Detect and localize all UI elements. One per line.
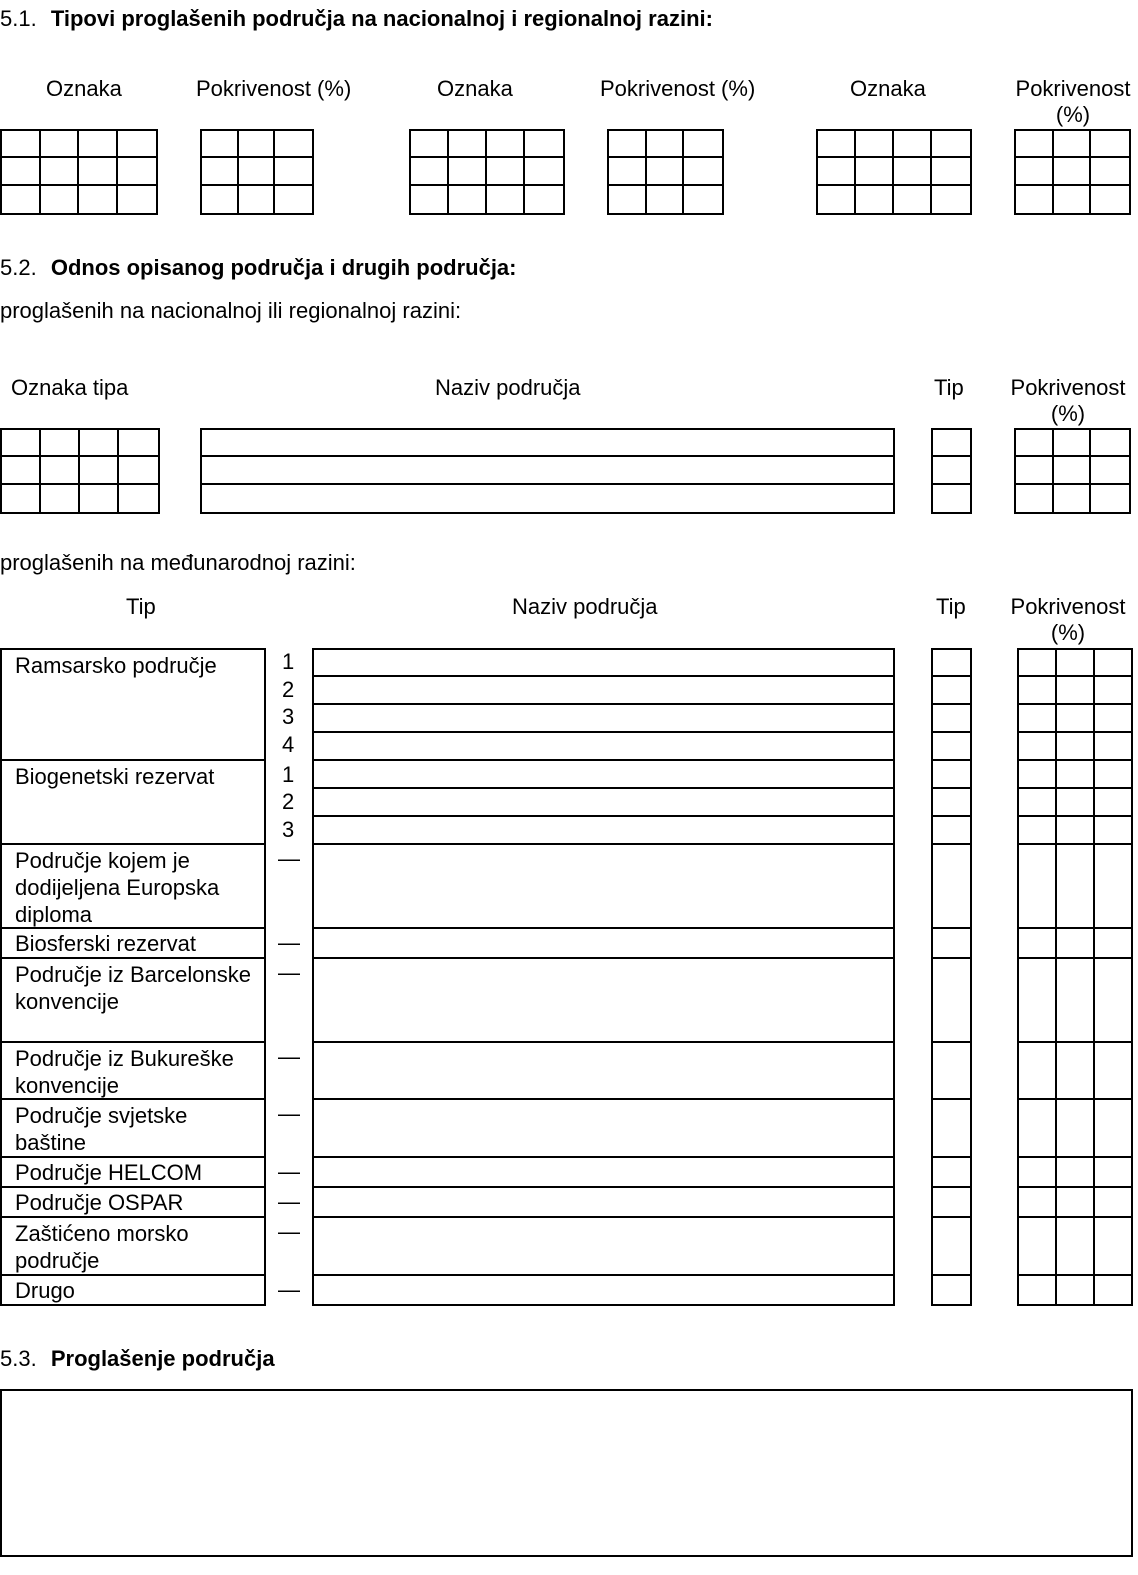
col-header-oznaka: Oznaka — [437, 76, 513, 101]
row-divider — [312, 1156, 895, 1158]
row-divider — [1017, 787, 1133, 789]
table-row — [0, 1041, 266, 1100]
pokrivenost-input-grid[interactable] — [200, 129, 314, 215]
row-label: Područje OSPAR — [15, 1190, 184, 1215]
section-title: Proglašenje područja — [50, 1346, 275, 1371]
row-divider — [931, 787, 972, 789]
row-divider — [312, 815, 895, 817]
row-divider — [1017, 815, 1133, 817]
row-divider — [1017, 1156, 1133, 1158]
row-label: Biogenetski rezervat — [15, 764, 215, 789]
row-divider — [1017, 957, 1133, 959]
row-label: Područje svjetske baštine — [15, 1103, 188, 1155]
row-divider — [931, 1216, 972, 1218]
row-divider — [1017, 731, 1133, 733]
row-divider — [1017, 703, 1133, 705]
proglasenje-text-area[interactable] — [0, 1389, 1133, 1557]
row-number: 1 — [282, 762, 295, 787]
row-dash: — — [278, 846, 300, 871]
row-divider — [931, 1098, 972, 1100]
row-label: Područje iz Barcelonske konvencije — [15, 962, 252, 1014]
row-label: Biosferski rezervat — [15, 931, 196, 956]
col-header-pokrivenost — [1004, 594, 1132, 646]
col-header-naziv: Naziv područja — [512, 594, 658, 619]
col-header-line: (%) — [1055, 102, 1091, 127]
naziv-input-grid[interactable] — [200, 428, 895, 514]
row-number: 1 — [282, 649, 295, 674]
subheading-national: proglašenih na nacionalnoj ili regionalnoj razini: — [0, 298, 462, 323]
table-row — [0, 843, 266, 929]
row-number: 2 — [282, 789, 295, 814]
row-divider — [312, 675, 895, 677]
row-dash: — — [278, 960, 300, 985]
naziv-input-column[interactable] — [312, 648, 895, 1306]
row-divider — [1017, 1041, 1133, 1043]
col-header-oznaka-tipa: Oznaka tipa — [11, 375, 129, 400]
row-label: Ramsarsko područje — [15, 653, 217, 678]
col-header-line: Pokrivenost — [1010, 375, 1126, 400]
row-number: 3 — [282, 817, 295, 842]
row-divider — [312, 731, 895, 733]
section-number: 5.2. — [0, 255, 37, 280]
row-label: Drugo — [15, 1278, 75, 1303]
row-divider — [931, 703, 972, 705]
section-number: 5.3. — [0, 1346, 37, 1371]
pokrivenost-divider — [1055, 648, 1057, 1306]
row-divider — [312, 957, 895, 959]
subheading-international: proglašenih na međunarodnoj razini: — [0, 550, 356, 575]
row-divider — [931, 675, 972, 677]
row-label: Područje iz Bukureške konvencije — [15, 1046, 234, 1098]
row-divider — [931, 1186, 972, 1188]
row-divider — [931, 731, 972, 733]
col-header-pokrivenost: Pokrivenost (%) — [600, 76, 756, 101]
row-dash: — — [278, 1189, 300, 1214]
pokrivenost-input-column[interactable] — [1017, 648, 1133, 1306]
col-header-pokrivenost: Pokrivenost (%) — [196, 76, 352, 101]
section-title: Tipovi proglašenih područja na nacionalnoj i regionalnoj razini: — [50, 6, 713, 31]
col-header-pokrivenost — [1004, 375, 1132, 427]
row-divider — [312, 1041, 895, 1043]
row-divider — [931, 1041, 972, 1043]
row-divider — [1017, 1274, 1133, 1276]
col-header-line: (%) — [1050, 401, 1086, 426]
oznaka-input-grid[interactable] — [816, 129, 972, 215]
row-divider — [312, 1274, 895, 1276]
table-row — [0, 648, 266, 761]
row-divider — [312, 1098, 895, 1100]
pokrivenost-input-grid[interactable] — [1014, 428, 1131, 514]
row-divider — [312, 1186, 895, 1188]
table-row — [0, 1216, 266, 1276]
row-divider — [931, 759, 972, 761]
row-number: 2 — [282, 677, 295, 702]
section-5-2-heading — [0, 255, 517, 281]
table-row — [0, 759, 266, 845]
col-header-tip: Tip — [126, 594, 156, 619]
row-label: Zaštićeno morsko područje — [15, 1221, 189, 1273]
row-divider — [931, 957, 972, 959]
pokrivenost-input-grid[interactable] — [607, 129, 724, 215]
row-label: Područje HELCOM — [15, 1160, 203, 1185]
row-divider — [931, 843, 972, 845]
col-header-oznaka: Oznaka — [46, 76, 122, 101]
table-row — [0, 1186, 266, 1218]
row-divider — [1017, 927, 1133, 929]
col-header-line: Pokrivenost — [1015, 76, 1131, 101]
row-divider — [931, 1156, 972, 1158]
row-divider — [1017, 759, 1133, 761]
row-dash: — — [278, 930, 300, 955]
row-divider — [1017, 1098, 1133, 1100]
col-header-tip: Tip — [934, 375, 964, 400]
row-number: 4 — [282, 732, 295, 757]
row-divider — [931, 927, 972, 929]
table-row — [0, 1156, 266, 1188]
col-header-naziv: Naziv područja — [435, 375, 581, 400]
row-divider — [312, 759, 895, 761]
row-divider — [1017, 1186, 1133, 1188]
row-divider — [931, 815, 972, 817]
row-dash: — — [278, 1101, 300, 1126]
row-dash: — — [278, 1219, 300, 1244]
table-row — [0, 1098, 266, 1158]
table-row — [0, 927, 266, 959]
row-number: 3 — [282, 704, 295, 729]
col-header-line: Pokrivenost — [1010, 594, 1126, 619]
pokrivenost-input-grid[interactable] — [1014, 129, 1131, 215]
row-divider — [312, 787, 895, 789]
col-header-pokrivenost — [1010, 76, 1136, 128]
row-divider — [1017, 675, 1133, 677]
row-divider — [1017, 1216, 1133, 1218]
section-5-1-heading — [0, 6, 713, 32]
tip-input-column[interactable] — [931, 648, 972, 1306]
section-5-3-heading — [0, 1346, 275, 1372]
col-header-line: (%) — [1050, 620, 1086, 645]
row-label: Područje kojem je dodijeljena Europska diploma — [15, 848, 220, 927]
table-row — [0, 957, 266, 1043]
row-divider — [312, 703, 895, 705]
row-divider — [312, 927, 895, 929]
row-divider — [931, 1274, 972, 1276]
pokrivenost-divider — [1093, 648, 1095, 1306]
section-title: Odnos opisanog područja i drugih područja: — [50, 255, 517, 280]
tip-input-grid[interactable] — [931, 428, 972, 514]
row-dash: — — [278, 1277, 300, 1302]
col-header-tip: Tip — [936, 594, 966, 619]
oznaka-tipa-input-grid[interactable] — [0, 428, 160, 514]
row-dash: — — [278, 1159, 300, 1184]
row-divider — [1017, 843, 1133, 845]
row-divider — [312, 843, 895, 845]
section-number: 5.1. — [0, 6, 37, 31]
row-divider — [312, 1216, 895, 1218]
oznaka-input-grid[interactable] — [409, 129, 565, 215]
table-row — [0, 1274, 266, 1306]
row-dash: — — [278, 1044, 300, 1069]
col-header-oznaka: Oznaka — [850, 76, 926, 101]
oznaka-input-grid[interactable] — [0, 129, 158, 215]
